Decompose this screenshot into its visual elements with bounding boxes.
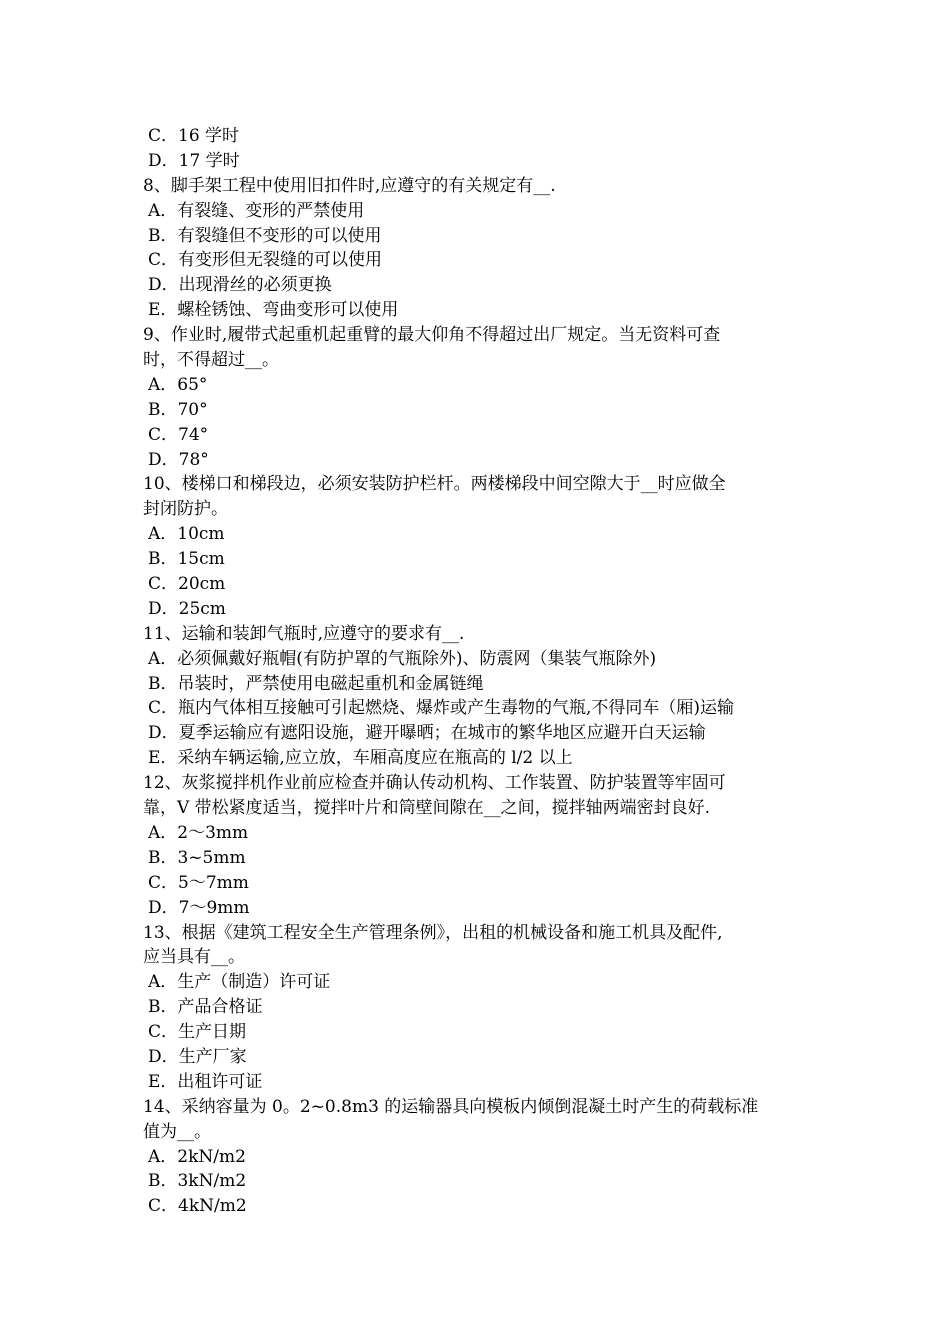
answer-option: B．70° — [148, 399, 208, 420]
answer-option: E．螺栓锈蚀、弯曲变形可以使用 — [148, 300, 399, 321]
answer-option: D．出现滑丝的必须更换 — [148, 275, 332, 296]
question-text: 9、作业时,履带式起重机起重臂的最大仰角不得超过出厂规定。当无资料可查 — [143, 325, 721, 346]
question-text: 值为__。 — [143, 1121, 211, 1142]
question-text: 12、灰浆搅拌机作业前应检查并确认传动机构、工作装置、防护装置等牢固可 — [143, 773, 726, 794]
answer-option: B．有裂缝但不变形的可以使用 — [148, 225, 382, 246]
document-body — [143, 124, 811, 1219]
answer-option: C．5～7mm — [148, 872, 249, 893]
answer-option: B．产品合格证 — [148, 997, 263, 1018]
answer-option: A．生产（制造）许可证 — [148, 972, 331, 993]
answer-option: A．2～3mm — [148, 822, 249, 843]
answer-option: D．78° — [148, 449, 209, 470]
answer-option: A．2kN/m2 — [148, 1146, 246, 1167]
answer-option: C．4kN/m2 — [148, 1196, 247, 1217]
answer-option: A．必须佩戴好瓶帽(有防护罩的气瓶除外)、防震网（集装气瓶除外) — [148, 648, 657, 669]
question-text: 14、采纳容量为 0。2~0.8m3 的运输器具向模板内倾倒混凝土时产生的荷载标准 — [143, 1096, 759, 1117]
question-text: 11、运输和装卸气瓶时,应遵守的要求有__. — [143, 623, 465, 644]
answer-option: B．吊装时，严禁使用电磁起重机和金属链绳 — [148, 673, 484, 694]
question-text: 10、楼梯口和梯段边，必须安装防护栏杆。两楼梯段中间空隙大于__时应做全 — [143, 474, 726, 495]
question-text: 靠，V 带松紧度适当，搅拌叶片和筒壁间隙在__之间，搅拌轴两端密封良好. — [143, 798, 711, 819]
answer-option: B．15cm — [148, 549, 225, 570]
answer-option: C．有变形但无裂缝的可以使用 — [148, 250, 383, 271]
answer-option: E．采纳车辆运输,应立放，车厢高度应在瓶高的 l/2 以上 — [148, 748, 573, 769]
answer-option: A．有裂缝、变形的严禁使用 — [148, 200, 365, 221]
answer-option: C．20cm — [148, 574, 226, 595]
answer-option: A．10cm — [148, 524, 225, 545]
answer-option: C．16 学时 — [148, 126, 240, 146]
answer-option: B．3kN/m2 — [148, 1171, 247, 1192]
answer-option: E．出租许可证 — [148, 1071, 263, 1092]
question-text: 13、根据《建筑工程安全生产管理条例》，出租的机械设备和施工机具及配件, — [143, 922, 723, 943]
answer-option: D．7～9mm — [148, 897, 250, 918]
question-text: 时，不得超过__。 — [143, 350, 279, 371]
answer-option: A．65° — [148, 374, 208, 395]
answer-option: C．生产日期 — [148, 1022, 247, 1043]
question-text: 8、脚手架工程中使用旧扣件时,应遵守的有关规定有__. — [143, 175, 556, 196]
answer-option: C．瓶内气体相互接触可引起燃烧、爆炸或产生毒物的气瓶,不得同车（厢)运输 — [148, 698, 735, 719]
question-text: 封闭防护。 — [143, 499, 228, 520]
answer-option: D．生产厂家 — [148, 1046, 247, 1067]
answer-option: C．74° — [148, 424, 209, 445]
answer-option: D．夏季运输应有遮阳设施，避开曝晒；在城市的繁华地区应避开白天运输 — [148, 723, 706, 744]
answer-option: D．17 学时 — [148, 150, 240, 171]
question-text: 应当具有__。 — [143, 947, 245, 968]
answer-option: B．3~5mm — [148, 847, 246, 868]
answer-option: D．25cm — [148, 598, 226, 619]
